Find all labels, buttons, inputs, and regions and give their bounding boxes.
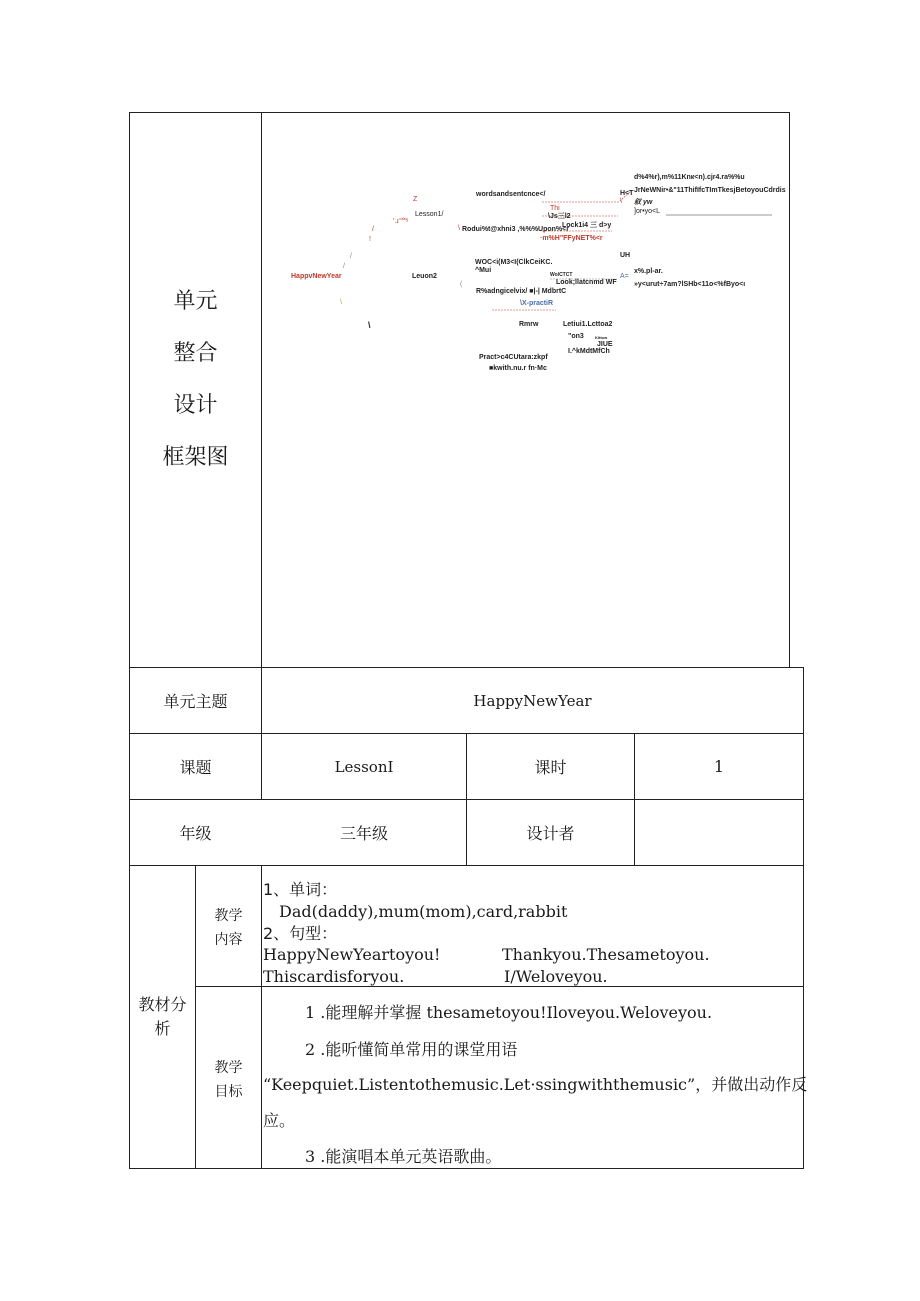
framework-label-line: 单元 xyxy=(173,289,218,314)
diagram-mark: ′.ɹᵔ˟˟ˢ xyxy=(393,218,409,225)
diagram-text: Z xyxy=(413,196,418,203)
diagram-text: A= xyxy=(620,273,629,280)
objectives-label-line: 教学 xyxy=(214,1060,243,1076)
diagram-text: ]or•yo<L xyxy=(634,208,660,215)
diagram-text: Pract>c4CUtara:zkpf xyxy=(479,354,548,361)
words-list: Dad(daddy),mum(mom),card,rabbit xyxy=(279,902,568,921)
diagram-text: ^Mui xyxy=(475,267,492,274)
analysis-label xyxy=(130,993,195,1041)
diagram-text: Leuon2 xyxy=(412,273,437,280)
diagram-text: Rodui%t@xhni3 ,%%%Upon%<r xyxy=(462,226,569,233)
designer-label: 设计者 xyxy=(526,824,575,843)
diagram-text: Lesson1/ xyxy=(415,211,444,218)
objective-item: 3 .能演唱本单元英语歌曲。 xyxy=(305,1147,502,1166)
diagram-text: UH xyxy=(620,252,631,259)
framework-label-line: 设计 xyxy=(173,393,218,418)
table-border xyxy=(261,865,262,1168)
framework-diagram xyxy=(262,113,789,667)
diagram-mark: / xyxy=(350,253,352,260)
period-value: 1 xyxy=(713,757,725,776)
diagram-text: »y<urut÷7am?lSHb<11o<%fByo<ι xyxy=(634,281,746,288)
diagram-mark: ( xyxy=(460,281,463,288)
sentences-heading: 2、句型： xyxy=(263,924,338,943)
diagram-text: Kittow xyxy=(595,335,608,340)
diagram-mark: \ xyxy=(620,198,622,205)
sentence: I/Weloveyou. xyxy=(504,967,608,986)
analysis-label-line: 析 xyxy=(154,1019,171,1038)
diagram-text: \ xyxy=(368,320,371,330)
framework-label xyxy=(130,276,261,484)
analysis-label-line: 教材分 xyxy=(138,995,187,1014)
diagram-text: "on3 xyxy=(568,333,584,340)
diagram-mark: / xyxy=(343,263,345,270)
content-label-line: 教学 xyxy=(214,908,243,924)
unit-theme-label: 单元主题 xyxy=(163,692,228,711)
content-label-line: 内容 xyxy=(214,932,243,948)
diagram-text: d%4%r),m%11Knк<n).cjr4.ra%%u xyxy=(634,174,745,181)
diagram-text: HappvNewYear xyxy=(291,273,342,280)
lesson-value: LessonI xyxy=(334,757,394,776)
diagram-text: Rmrw xyxy=(519,321,539,328)
period-label: 课时 xyxy=(534,758,567,777)
framework-label-line: 整合 xyxy=(173,341,218,366)
table-border xyxy=(789,112,790,668)
diagram-text: H<T xyxy=(620,190,634,197)
sentence: Thiscardisforyou. xyxy=(263,967,405,986)
diagram-mark: \ xyxy=(340,299,342,306)
sentence: Thankyou.Thesametoyou. xyxy=(502,945,710,964)
objective-item: 2 .能听懂简单常用的课堂用语 xyxy=(305,1040,518,1059)
diagram-text: wordsandsentcnce</ xyxy=(476,191,546,198)
diagram-text: Lock1i4 三 d>y xyxy=(562,222,612,229)
words-heading: 1、单词： xyxy=(263,880,338,899)
diagram-text: \X-practiR xyxy=(520,300,554,307)
objectives-label-line: 目标 xyxy=(214,1084,243,1100)
grade-label: 年级 xyxy=(179,824,212,843)
diagram-text: Thi xyxy=(550,205,560,212)
content-label xyxy=(196,904,261,952)
diagram-mark: \ xyxy=(458,225,460,232)
objective-item: 1 .能理解并掌握 thesametoyou!Iloveyou.Weloveyou. xyxy=(305,1003,713,1022)
table-border xyxy=(129,865,804,866)
table-border xyxy=(129,1168,804,1169)
diagram-text: x%.pl-ar. xyxy=(634,268,663,275)
lesson-label: 课题 xyxy=(179,758,212,777)
diagram-text: Letiui1.Lcttoa2 xyxy=(563,321,613,328)
sentence: HappyNewYeartoyou! xyxy=(263,945,441,964)
framework-label-line: 框架图 xyxy=(162,445,229,470)
designer-value xyxy=(635,800,803,865)
diagram-text: WOC<i(M3<I(ClkCeiKC. xyxy=(475,259,553,266)
objective-item-continued: 应。 xyxy=(263,1111,296,1130)
diagram-text: I.^kMdtMfCh xyxy=(568,348,610,355)
diagram-text: JIUE xyxy=(597,341,613,348)
diagram-text: R%adngicelvix/ ■|-| MdbrtC xyxy=(476,288,567,295)
diagram-text: JrNeWNir•&"11ThifIfcTImTkesjBetoyouCdrdis xyxy=(634,187,786,194)
diagram-text: ■kwith.nu.r fn·Mc xyxy=(489,365,547,372)
unit-theme-value: HappyNewYear xyxy=(473,691,592,710)
grade-value: 三年级 xyxy=(339,824,388,843)
diagram-text: Look;llatcnmd WF xyxy=(556,279,617,286)
diagram-text: 叙 yw xyxy=(634,199,653,206)
objectives-label xyxy=(196,1056,261,1104)
diagram-mark: / xyxy=(372,226,374,233)
diagram-text: \Js三l2 xyxy=(548,213,571,220)
diagram-text: ·m%H"FFyNET%<r xyxy=(540,235,603,242)
objective-item-continued: “Keepquiet.Listentothemusic.Let·ssingwiththemusic”，并做出动作反 xyxy=(263,1075,808,1094)
diagram-mark: ! xyxy=(369,236,371,243)
diagram-text: WolCTCT xyxy=(550,272,573,278)
